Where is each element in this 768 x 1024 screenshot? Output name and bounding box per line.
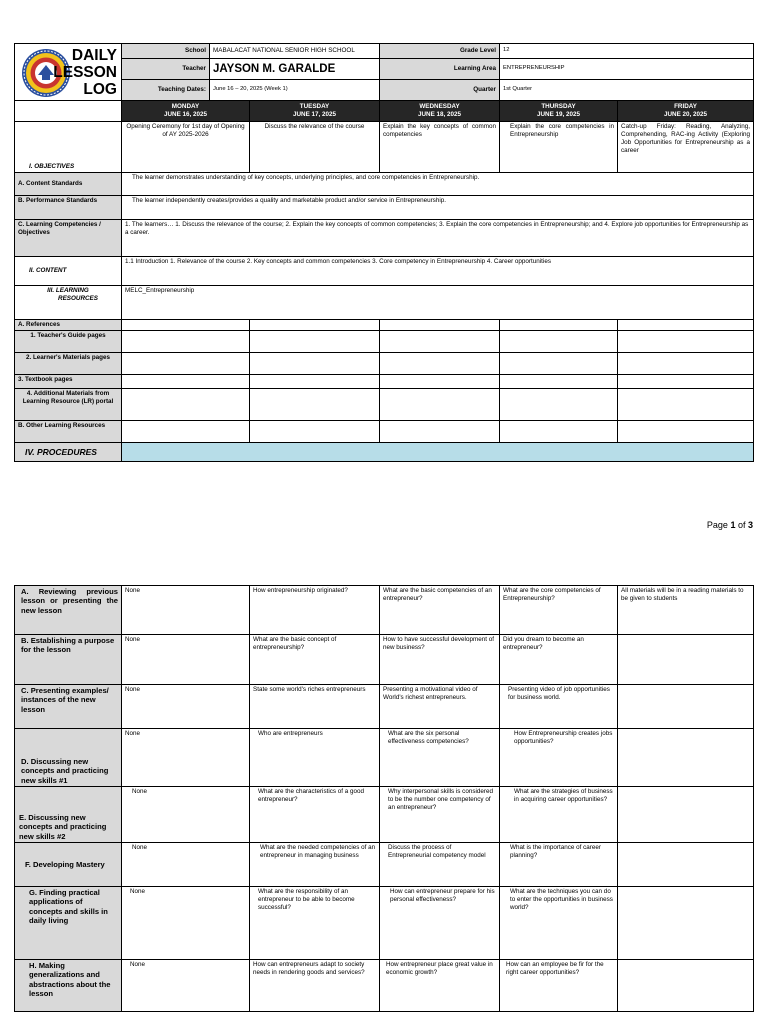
additional-materials-label: 4. Additional Materials from Learning Resource (LR) portal	[15, 389, 122, 421]
procedure-g-friday	[618, 887, 754, 960]
procedure-g-tuesday: What are the responsibility of an entrepreneur to be able to become successful?	[250, 887, 380, 960]
procedure-d-friday	[618, 729, 754, 787]
grade-level-value: 12	[500, 44, 754, 59]
procedure-a-thursday: What are the core competencies of Entrepreneurship?	[500, 586, 618, 635]
teaching-dates-label: Teaching Dates:	[122, 80, 210, 101]
procedure-f-friday	[618, 843, 754, 887]
procedure-c-tuesday: State some world's riches entrepreneurs	[250, 685, 380, 729]
procedures-label: IV. PROCEDURES	[15, 443, 122, 462]
procedure-e-monday: None	[122, 787, 250, 843]
procedure-f-monday: None	[122, 843, 250, 887]
textbook-pages-label: 3. Textbook pages	[15, 375, 122, 389]
day-header-tuesday: TUESDAY JUNE 17, 2025	[250, 101, 380, 122]
dll-title: DAILY LESSON LOG	[53, 47, 117, 98]
procedure-e-friday	[618, 787, 754, 843]
other-resources-label: B. Other Learning Resources	[15, 421, 122, 443]
procedure-h-monday: None	[122, 960, 250, 1012]
day-header-thursday: THURSDAY JUNE 19, 2025	[500, 101, 618, 122]
procedure-f-tuesday: What are the needed competencies of an entrepreneur in managing business	[250, 843, 380, 887]
procedure-c-friday	[618, 685, 754, 729]
school-label: School	[122, 44, 210, 59]
learning-competencies-text: 1. The learners… 1. Discuss the relevance of the course; 2. Explain the key concepts of common competencies; 3. Explain the core competencies in Entrepreneurship; and 4. Explore job opportunities for Entrepreneurship as a career.	[122, 220, 754, 257]
objective-thursday: Explain the core competencies in Entrepreneurship	[500, 122, 618, 173]
procedure-h-wednesday: How entrepreneur place great value in economic growth?	[380, 960, 500, 1012]
learning-area-value: ENTREPRENEURSHIP	[500, 59, 754, 80]
procedure-h-thursday: How can an employee be fir for the right career opportunities?	[500, 960, 618, 1012]
learners-materials-label: 2. Learner's Materials pages	[15, 353, 122, 375]
content-standards-label: A. Content Standards	[15, 173, 122, 196]
procedure-b-wednesday: How to have successful development of new business?	[380, 635, 500, 685]
dll-logo-block	[15, 44, 122, 101]
teacher-label: Teacher	[122, 59, 210, 80]
procedure-b-friday	[618, 635, 754, 685]
procedure-c-label: C. Presenting examples/ instances of the new lesson	[15, 685, 122, 729]
learning-resources-label: III. LEARNING RESOURCES	[15, 286, 122, 320]
performance-standards-text: The learner independently creates/provides a quality and marketable product and/or service in Entrepreneurship.	[122, 196, 754, 220]
page-number: Page 1 of 3	[706, 520, 753, 530]
procedure-f-thursday: What is the importance of career planning?	[500, 843, 618, 887]
procedure-a-label: A. Reviewing previous lesson or presenting the new lesson	[15, 586, 122, 635]
procedure-b-tuesday: What are the basic concept of entrepreneurship?	[250, 635, 380, 685]
procedure-e-label: E. Discussing new concepts and practicing new skills #2	[15, 787, 122, 843]
procedures-header-bar	[122, 443, 754, 462]
teaching-dates-value: June 16 – 20, 2025 (Week 1)	[210, 80, 380, 101]
quarter-label: Quarter	[380, 80, 500, 101]
procedure-c-monday: None	[122, 685, 250, 729]
content-standards-text: The learner demonstrates understanding of key concepts, underlying principles, and core competencies in Entrepreneurship.	[122, 173, 754, 196]
performance-standards-label: B. Performance Standards	[15, 196, 122, 220]
objective-tuesday: Discuss the relevance of the course	[250, 122, 380, 173]
teachers-guide-label: 1. Teacher's Guide pages	[15, 331, 122, 353]
day-header-wednesday: WEDNESDAY JUNE 18, 2025	[380, 101, 500, 122]
lesson-log-table-procedures	[14, 585, 754, 1012]
content-label: II. CONTENT	[15, 257, 122, 286]
procedure-a-monday: None	[122, 586, 250, 635]
quarter-value: 1st Quarter	[500, 80, 754, 101]
procedure-g-monday: None	[122, 887, 250, 960]
school-value: MABALACAT NATIONAL SENIOR HIGH SCHOOL	[210, 44, 380, 59]
teacher-value: JAYSON M. GARALDE	[210, 59, 380, 80]
day-header-monday: MONDAY JUNE 16, 2025	[122, 101, 250, 122]
procedure-e-tuesday: What are the characteristics of a good entrepreneur?	[250, 787, 380, 843]
procedure-g-label: G. Finding practical applications of concepts and skills in daily living	[15, 887, 122, 960]
objectives-label: I. OBJECTIVES	[15, 122, 122, 173]
procedure-e-wednesday: Why interpersonal skills is considered to be the number one competency of an entrepreneur?	[380, 787, 500, 843]
procedure-a-friday: All materials will be in a reading materials to be given to students	[618, 586, 754, 635]
procedure-b-label: B. Establishing a purpose for the lesson	[15, 635, 122, 685]
grade-level-label: Grade Level	[380, 44, 500, 59]
procedure-h-friday	[618, 960, 754, 1012]
procedure-d-tuesday: Who are entrepreneurs	[250, 729, 380, 787]
references-label: A. References	[15, 320, 122, 331]
procedure-f-wednesday: Discuss the process of Entrepreneurial competency model	[380, 843, 500, 887]
procedure-b-monday: None	[122, 635, 250, 685]
procedure-d-monday: None	[122, 729, 250, 787]
day-header-blank	[15, 101, 122, 122]
procedure-h-label: H. Making generalizations and abstractions about the lesson	[15, 960, 122, 1012]
objective-wednesday: Explain the key concepts of common competencies	[380, 122, 500, 173]
objective-monday: Opening Ceremony for 1st day of Opening of AY 2025-2026	[122, 122, 250, 173]
procedure-a-wednesday: What are the basic competencies of an entrepreneur?	[380, 586, 500, 635]
objective-friday: Catch-up Friday: Reading, Analyzing, Comprehending, RAC-ing Activity (Exploring Job Opportunities for Entrepreneurship as a career	[618, 122, 754, 173]
lesson-log-table-top	[14, 43, 754, 462]
procedure-g-wednesday: How can entrepreneur prepare for his personal effectiveness?	[380, 887, 500, 960]
procedure-a-tuesday: How entrepreneurship originated?	[250, 586, 380, 635]
procedure-g-thursday: What are the techniques you can do to enter the opportunities in business world?	[500, 887, 618, 960]
procedure-b-thursday: Did you dream to become an entrepreneur?	[500, 635, 618, 685]
procedure-c-wednesday: Presenting a motivational video of World's richest entrepreneurs.	[380, 685, 500, 729]
day-header-friday: FRIDAY JUNE 20, 2025	[618, 101, 754, 122]
procedure-e-thursday: What are the strategies of business in acquiring career opportunities?	[500, 787, 618, 843]
learning-resources-text: MELC_Entrepreneurship	[122, 286, 754, 320]
learning-competencies-label: C. Learning Competencies / Objectives	[15, 220, 122, 257]
procedure-c-thursday: Presenting video of job opportunities for business world.	[500, 685, 618, 729]
procedure-d-thursday: How Entrepreneurship creates jobs opportunities?	[500, 729, 618, 787]
procedure-h-tuesday: How can entrepreneurs adapt to society needs in rendering goods and services?	[250, 960, 380, 1012]
learning-area-label: Learning Area	[380, 59, 500, 80]
procedure-d-label: D. Discussing new concepts and practicing new skills #1	[15, 729, 122, 787]
content-text: 1.1 Introduction 1. Relevance of the course 2. Key concepts and common competencies 3. Core competency in Entrepreneurship 4. Career opportunities	[122, 257, 754, 286]
procedure-f-label: F. Developing Mastery	[15, 843, 122, 887]
procedure-d-wednesday: What are the six personal effectiveness competencies?	[380, 729, 500, 787]
